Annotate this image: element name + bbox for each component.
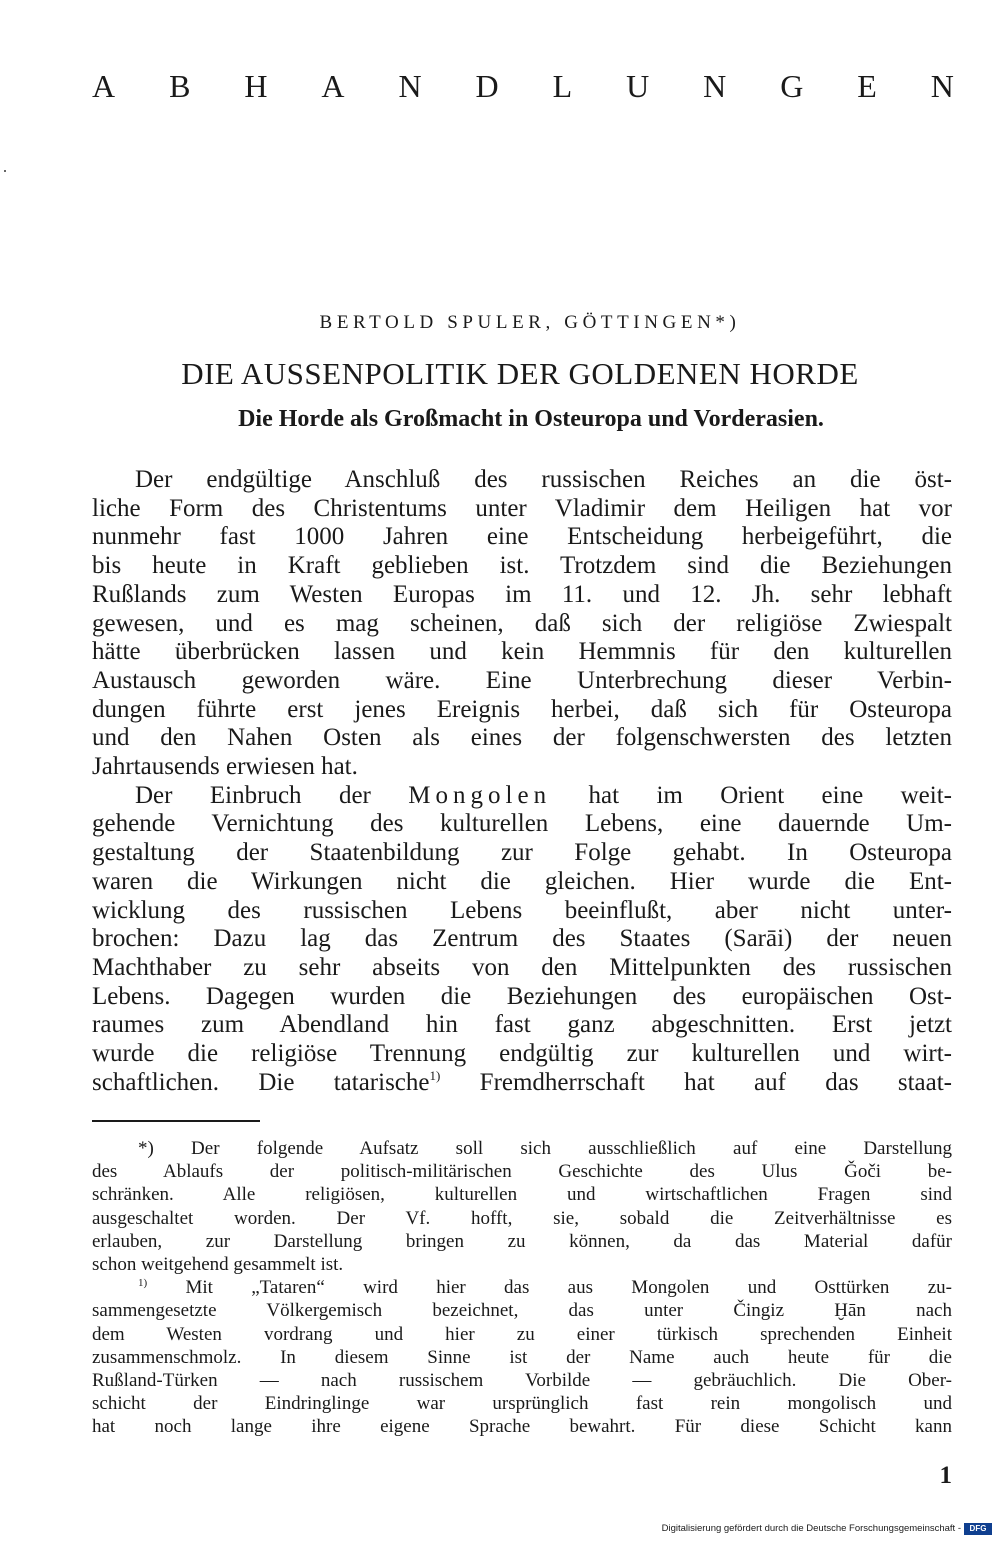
emphasized-word: Mongolen	[408, 781, 552, 809]
footnote-line: Rußland-Türken — nach russischem Vorbilde — gebräuchlich. Die Ober-	[92, 1370, 952, 1392]
article-subtitle: Die Horde als Großmacht in Osteuropa und Vorderasien.	[238, 406, 824, 432]
body-line: wurde die religiöse Trennung endgültig zur kulturellen und wirt-	[92, 1040, 952, 1068]
body-line: nunmehr fast 1000 Jahren eine Entscheidung herbeigeführt, die	[92, 523, 952, 551]
body-line: gehende Vernichtung des kulturellen Lebens, eine dauernde Um-	[92, 810, 952, 838]
body-text-fragment: schaftlichen. Die tatarische	[92, 1068, 430, 1096]
footnote-line: zusammenschmolz. In diesem Sinne ist der Name auch heute für die	[92, 1346, 952, 1368]
section-heading-letter: N	[703, 68, 727, 104]
footnotes	[92, 1137, 952, 1439]
body-text	[92, 466, 952, 1097]
section-heading-letter: U	[626, 68, 650, 104]
page-number: 1	[939, 1462, 952, 1489]
body-line: liche Form des Christentums unter Vladimir dem Heiligen hat vor	[92, 494, 952, 522]
body-line: Rußlands zum Westen Europas im 11. und 12. Jh. sehr lebhaft	[92, 580, 952, 608]
body-line: gestaltung der Staatenbildung zur Folge gehabt. In Osteuropa	[92, 839, 952, 867]
body-line: waren die Wirkungen nicht die gleichen. Hier wurde die Ent-	[92, 867, 952, 895]
body-text-fragment: Der Einbruch der	[135, 781, 409, 809]
footnote-line: dem Westen vordrang und hier zu einer türkisch sprechenden Einheit	[92, 1323, 952, 1345]
footnote-reference: 1)	[429, 1067, 441, 1083]
body-text-fragment: hat im Orient eine weit-	[551, 781, 952, 809]
footnote-line: *) Der folgende Aufsatz soll sich ausschließlich auf eine Darstellung	[138, 1138, 952, 1159]
section-heading-letter: N	[930, 68, 954, 104]
body-line: Jahrtausends erwiesen hat.	[92, 753, 358, 781]
section-heading-letter: A	[321, 68, 345, 104]
author-line: BERTOLD SPULER, GÖTTINGEN*)	[319, 312, 741, 333]
footnote-line: schränken. Alle religiösen, kulturellen und wirtschaftlichen Fragen sind	[92, 1184, 952, 1206]
body-line: Der endgültige Anschluß des russischen Reiches an die öst-	[135, 466, 952, 493]
footnote-line: erlauben, zur Darstellung bringen zu können, da das Material dafür	[92, 1230, 952, 1252]
margin-speck	[4, 170, 6, 172]
digitization-credit	[608, 1522, 992, 1536]
footnote-line: schicht der Eindringlinge war ursprünglich fast rein mongolisch und	[92, 1393, 952, 1415]
body-line: Machthaber zu sehr abseits von den Mittelpunkten des russischen	[92, 953, 952, 981]
section-heading-letter: E	[857, 68, 877, 104]
body-text-fragment: Fremdherrschaft hat auf das staat-	[440, 1068, 953, 1096]
body-line: gewesen, und es mag scheinen, daß sich der religiöse Zwiespalt	[92, 609, 952, 637]
credit-text: Digitalisierung gefördert durch die Deutsche Forschungsgemeinschaft -	[661, 1523, 961, 1534]
body-line	[92, 1069, 952, 1098]
body-line: und den Nahen Osten als eines der folgenschwersten des letzten	[92, 724, 952, 752]
article-title: DIE AUSSENPOLITIK DER GOLDENEN HORDE	[181, 356, 859, 391]
body-line: hätte überbrücken lassen und kein Hemmnis für den kulturellen	[92, 638, 952, 666]
body-line: raumes zum Abendland hin fast ganz abgeschnitten. Erst jetzt	[92, 1011, 952, 1039]
section-heading-letter: D	[475, 68, 499, 104]
section-heading-letter: B	[169, 68, 191, 104]
body-line: brochen: Dazu lag das Zentrum des Staates (Sarāi) der neuen	[92, 925, 952, 953]
footnote-text-fragment: Mit „Tataren“ wird hier das aus Mongolen und Osttürken zu-	[147, 1277, 952, 1299]
footnote-line	[92, 1276, 952, 1299]
body-line: Austausch geworden wäre. Eine Unterbrechung dieser Verbin-	[92, 666, 952, 694]
body-line	[92, 782, 952, 811]
body-line: bis heute in Kraft geblieben ist. Trotzdem sind die Beziehungen	[92, 552, 952, 580]
footnote-line: ausgeschaltet worden. Der Vf. hofft, sie, sobald die Zeitverhältnisse es	[92, 1207, 952, 1229]
footnote-line: hat noch lange ihre eigene Sprache bewahrt. Für diese Schicht kann	[92, 1416, 952, 1438]
body-line: wicklung des russischen Lebens beeinflußt, aber nicht unter-	[92, 896, 952, 924]
section-heading-letter: A	[92, 68, 116, 104]
body-line: dungen führte erst jenes Ereignis herbei, daß sich für Osteuropa	[92, 695, 952, 723]
section-heading-letter: G	[780, 68, 804, 104]
footnote-line: schon weitgehend gesammelt ist.	[92, 1254, 344, 1276]
body-line: Lebens. Dagegen wurden die Beziehungen des europäischen Ost-	[92, 982, 952, 1010]
section-heading-letter: L	[552, 68, 573, 104]
section-heading	[92, 68, 954, 104]
footnote-marker: 1)	[138, 1277, 148, 1290]
section-heading-letter: N	[398, 68, 422, 104]
section-heading-letter: H	[244, 68, 268, 104]
dfg-logo-icon: DFG	[964, 1523, 992, 1535]
footnote-line: des Ablaufs der politisch-militärischen Geschichte des Ulus Ǧoči be-	[92, 1161, 952, 1183]
footnote-divider	[92, 1120, 260, 1122]
footnote-line: sammengesetzte Völkergemisch bezeichnet, das unter Čingiz Ḫān nach	[92, 1300, 952, 1322]
